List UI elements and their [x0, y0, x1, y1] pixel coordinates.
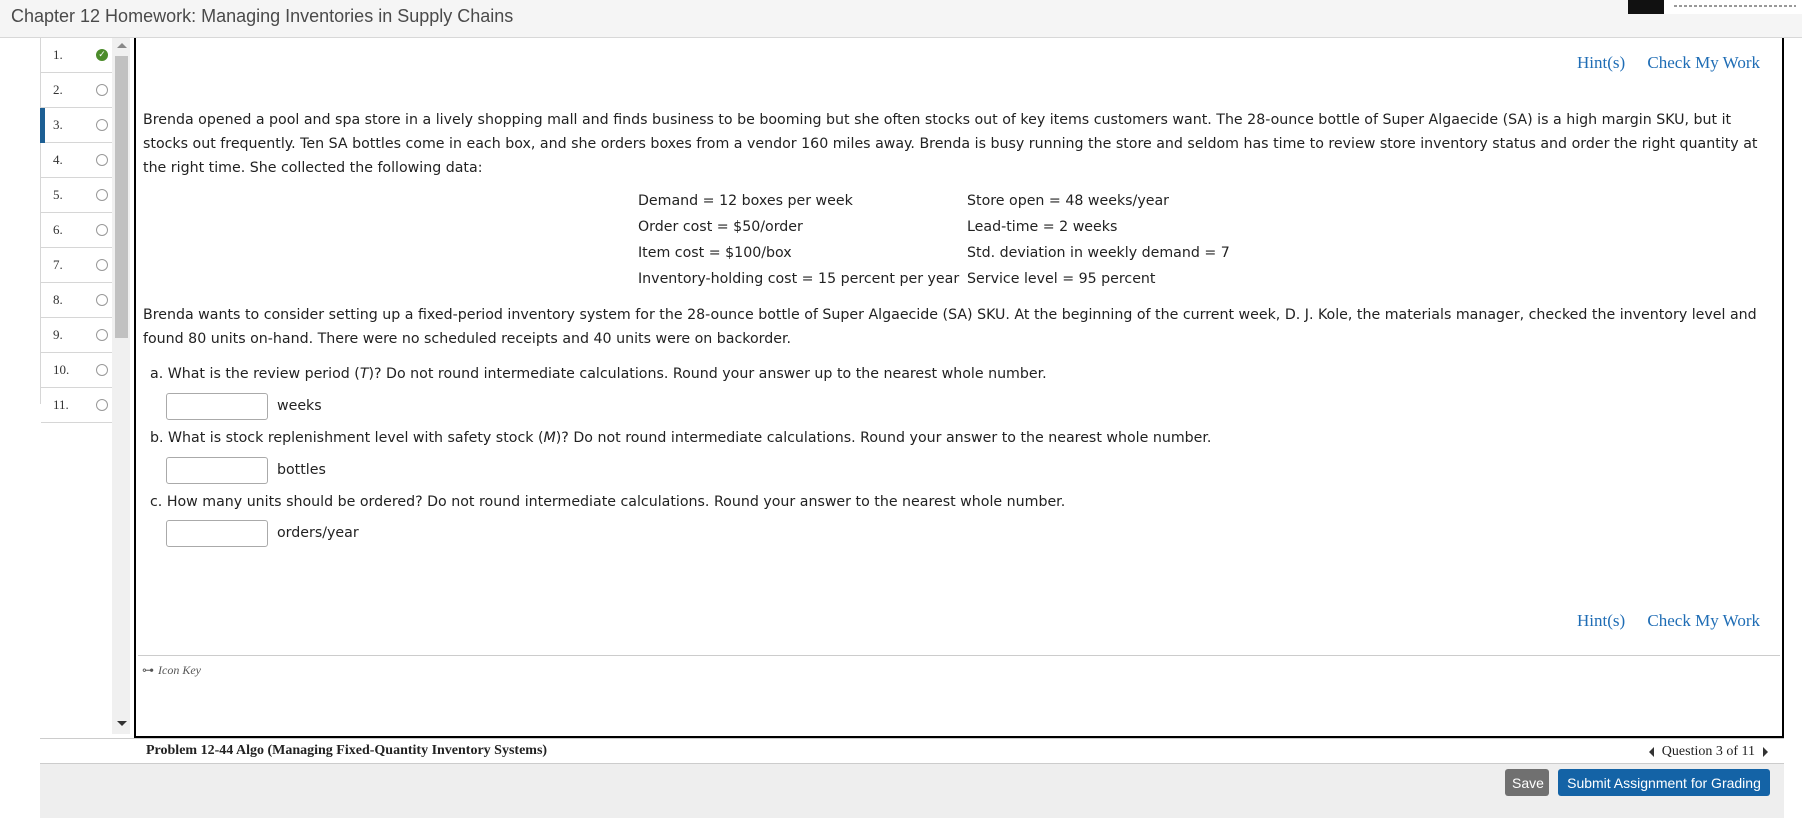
hints-link[interactable]: Hint(s) [1576, 53, 1626, 72]
question-nav-item-1[interactable] [41, 38, 112, 73]
check-my-work-link[interactable]: Check My Work [1647, 53, 1760, 72]
question-nav-item-10[interactable] [41, 353, 112, 388]
answer-b-unit: bottles [277, 462, 326, 478]
question-number: 4. [53, 152, 63, 167]
check-icon: ✓ [96, 49, 108, 61]
circle-icon [96, 154, 108, 166]
question-text: c. How many units should be ordered? Do not round intermediate calculations. Round your answer to the nearest whole number. [150, 494, 1066, 510]
question-number: 11. [53, 397, 69, 412]
question-number: 8. [53, 292, 63, 307]
question-nav-item-2[interactable] [41, 73, 112, 108]
hints-link[interactable]: Hint(s) [1576, 611, 1626, 630]
question-c [150, 494, 1065, 510]
publisher-logo-text [1674, 5, 1796, 7]
question-b [150, 430, 1211, 446]
data-cell: Store open = 48 weeks/year [967, 193, 1169, 209]
data-cell: Service level = 95 percent [967, 271, 1156, 287]
save-button[interactable]: Save [1505, 769, 1549, 796]
previous-question-icon[interactable] [1649, 747, 1654, 757]
assignment-title: Chapter 12 Homework: Managing Inventories in Supply Chains [11, 6, 514, 26]
question-nav-item-3[interactable] [41, 108, 112, 143]
data-row [638, 219, 1238, 245]
question-nav-item-8[interactable] [41, 283, 112, 318]
next-question-icon[interactable] [1763, 747, 1768, 757]
check-my-work-link[interactable]: Check My Work [1647, 611, 1760, 630]
problem-context: Brenda wants to consider setting up a fixed-period inventory system for the 28-ounce bottle of Super Algaecide (SA) SKU. At the beginning of the current week, D. J. Kole, the materials manager, checked the inventory level and found 80 units on-hand. There were no scheduled receipts and 40 units were on backorder. [143, 307, 1757, 347]
question-nav-item-4[interactable] [41, 143, 112, 178]
question-number: 6. [53, 222, 63, 237]
nav-scrollbar-thumb[interactable] [115, 56, 128, 338]
circle-icon [96, 189, 108, 201]
question-number: 7. [53, 257, 63, 272]
question-count: Question 3 of 11 [1661, 744, 1755, 759]
data-row [638, 271, 1238, 297]
publisher-logo-mark [1628, 0, 1664, 14]
question-links-bottom [1559, 611, 1760, 631]
question-nav-item-6[interactable] [41, 213, 112, 248]
answer-c-unit: orders/year [277, 525, 359, 541]
question-nav-item-9[interactable] [41, 318, 112, 353]
problem-data-table [638, 193, 1238, 297]
scroll-up-arrow-icon[interactable] [117, 43, 127, 48]
question-links-top [1559, 53, 1760, 73]
data-cell: Order cost = $50/order [638, 219, 803, 235]
question-number: 1. [53, 47, 63, 62]
action-bar [40, 764, 1784, 818]
circle-icon [96, 84, 108, 96]
answer-a-input[interactable] [166, 393, 268, 420]
circle-icon [96, 294, 108, 306]
question-panel [134, 38, 1784, 738]
answer-a [166, 393, 322, 420]
circle-icon [96, 399, 108, 411]
circle-icon [96, 119, 108, 131]
question-nav [40, 38, 112, 412]
question-number: 2. [53, 82, 63, 97]
question-nav-item-11[interactable] [41, 388, 112, 423]
answer-c-input[interactable] [166, 520, 268, 547]
circle-icon [96, 329, 108, 341]
submit-assignment-button[interactable]: Submit Assignment for Grading [1558, 769, 1770, 796]
problem-title: Problem 12-44 Algo (Managing Fixed-Quantity Inventory Systems) [146, 743, 548, 758]
question-text: )? Do not round intermediate calculations. Round your answer to the nearest whole number. [555, 430, 1212, 446]
question-text: b. What is stock replenishment level with safety stock ( [150, 430, 544, 446]
answer-c [166, 520, 359, 547]
problem-footer [40, 738, 1784, 764]
circle-icon [96, 224, 108, 236]
circle-icon [96, 364, 108, 376]
question-text: a. What is the review period ( [150, 366, 360, 382]
answer-a-unit: weeks [277, 398, 322, 414]
problem-intro: Brenda opened a pool and spa store in a lively shopping mall and finds business to be booming but she often stocks out of key items customers want. The 28-ounce bottle of Super Algaecide (SA) is a high margin SKU, but it stocks out frequently. Ten SA bottles come in each box, and she orders boxes from a vendor 160 miles away. Brenda is busy running the store and seldom has time to review store inventory status and order the right quantity at the right time. She collected the following data: [143, 112, 1758, 176]
icon-key-label: Icon Key [158, 663, 201, 677]
question-text: )? Do not round intermediate calculations. Round your answer up to the nearest whole number. [368, 366, 1047, 382]
question-nav-item-7[interactable] [41, 248, 112, 283]
data-cell: Inventory-holding cost = 15 percent per year [638, 271, 960, 287]
circle-icon [96, 259, 108, 271]
answer-b-input[interactable] [166, 457, 268, 484]
question-nav-item-5[interactable] [41, 178, 112, 213]
icon-key-toggle[interactable] [142, 663, 201, 678]
data-cell: Item cost = $100/box [638, 245, 792, 261]
data-row [638, 193, 1238, 219]
question-variable: M [543, 430, 556, 446]
data-row [638, 245, 1238, 271]
question-pager [1649, 744, 1768, 760]
question-number: 9. [53, 327, 63, 342]
question-number: 3. [53, 117, 63, 132]
data-cell: Lead-time = 2 weeks [967, 219, 1118, 235]
question-a [150, 366, 1047, 382]
question-number: 10. [53, 362, 70, 377]
header-bar [0, 0, 1802, 38]
data-cell: Std. deviation in weekly demand = 7 [967, 245, 1230, 261]
question-number: 5. [53, 187, 63, 202]
question-variable: T [359, 366, 369, 382]
divider [138, 655, 1780, 656]
key-icon: ⊶ [142, 663, 154, 677]
scroll-down-arrow-icon[interactable] [117, 721, 127, 726]
data-cell: Demand = 12 boxes per week [638, 193, 853, 209]
answer-b [166, 457, 326, 484]
